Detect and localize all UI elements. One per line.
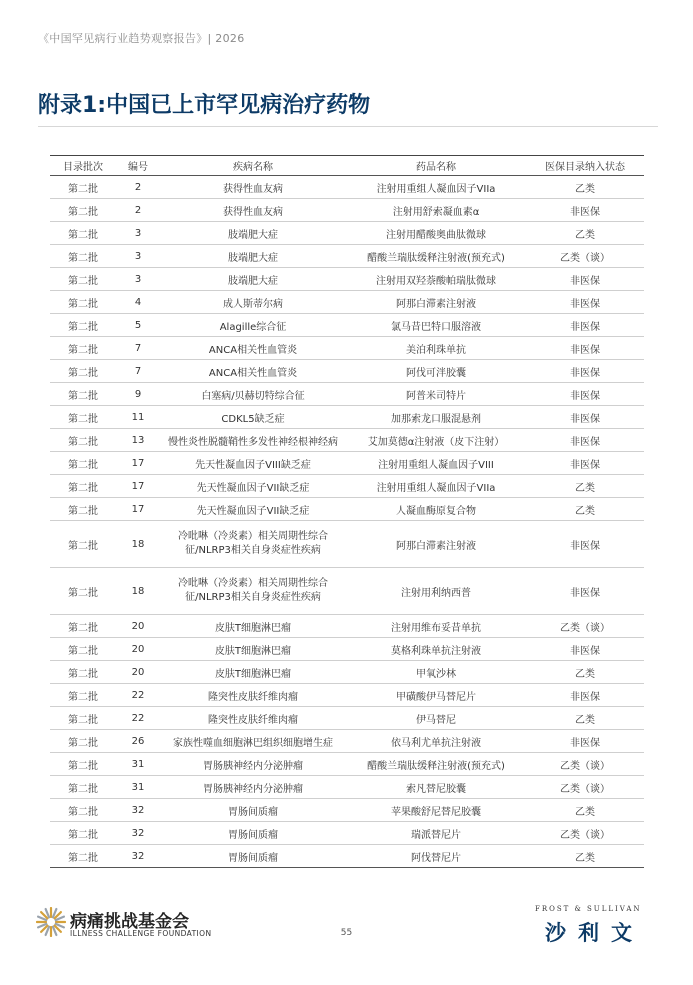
column-header: 编号 <box>116 156 160 176</box>
table-cell: 4 <box>116 291 160 314</box>
report-header: 《中国罕见病行业趋势观察报告》| 2026 <box>38 32 245 45</box>
table-cell: 第二批 <box>50 429 116 452</box>
table-cell: 胃肠间质瘤 <box>160 799 346 822</box>
table-cell: 第二批 <box>50 452 116 475</box>
table-row <box>50 429 644 452</box>
table-cell: 非医保 <box>526 383 644 406</box>
table-cell: 人凝血酶原复合物 <box>346 498 526 521</box>
table-cell: 注射用舒索凝血素α <box>346 199 526 222</box>
table-cell: 31 <box>116 753 160 776</box>
table-row <box>50 222 644 245</box>
table-row <box>50 799 644 822</box>
table-cell: 胃肠间质瘤 <box>160 822 346 845</box>
table-cell: 第二批 <box>50 222 116 245</box>
table-cell: 乙类 <box>526 475 644 498</box>
table-cell: 非医保 <box>526 730 644 753</box>
table-cell: 第二批 <box>50 638 116 661</box>
table-row <box>50 753 644 776</box>
table-row <box>50 176 644 199</box>
table-cell: 乙类 <box>526 799 644 822</box>
table-cell: 肢端肥大症 <box>160 222 346 245</box>
table-cell: 18 <box>116 568 160 615</box>
table-cell: 乙类（谈） <box>526 753 644 776</box>
table-cell: 先天性凝血因子VII缺乏症 <box>160 475 346 498</box>
table-cell: 7 <box>116 360 160 383</box>
table-cell: 莫格利珠单抗注射液 <box>346 638 526 661</box>
table-cell: 家族性噬血细胞淋巴组织细胞增生症 <box>160 730 346 753</box>
table-cell: 第二批 <box>50 199 116 222</box>
table-cell: 皮肤T细胞淋巴瘤 <box>160 661 346 684</box>
table-cell: 非医保 <box>526 199 644 222</box>
table-cell: 乙类（谈） <box>526 776 644 799</box>
table-cell: 32 <box>116 822 160 845</box>
table-cell: 17 <box>116 498 160 521</box>
table-cell: 白塞病/贝赫切特综合征 <box>160 383 346 406</box>
column-header: 目录批次 <box>50 156 116 176</box>
table-cell: 醋酸兰瑞肽缓释注射液(预充式) <box>346 245 526 268</box>
table-cell: 甲磺酸伊马替尼片 <box>346 684 526 707</box>
table-cell: 阿那白滞素注射液 <box>346 291 526 314</box>
table-cell: 苹果酸舒尼替尼胶囊 <box>346 799 526 822</box>
table-cell: 依马利尤单抗注射液 <box>346 730 526 753</box>
table-cell: 3 <box>116 245 160 268</box>
table-row <box>50 776 644 799</box>
table-cell: 冷吡啉（冷炎素）相关周期性综合征/NLRP3相关自身炎症性疾病 <box>160 568 346 615</box>
table-cell: 获得性血友病 <box>160 199 346 222</box>
table-cell: 加那索龙口服混悬剂 <box>346 406 526 429</box>
table-cell: 9 <box>116 383 160 406</box>
table-cell: 乙类（谈） <box>526 615 644 638</box>
table-row <box>50 337 644 360</box>
table-cell: 22 <box>116 707 160 730</box>
column-header: 医保目录纳入状态 <box>526 156 644 176</box>
table-cell: 冷吡啉（冷炎素）相关周期性综合征/NLRP3相关自身炎症性疾病 <box>160 521 346 568</box>
table-cell: 20 <box>116 661 160 684</box>
table-row <box>50 199 644 222</box>
table-cell: 隆突性皮肤纤维肉瘤 <box>160 684 346 707</box>
table-cell: 第二批 <box>50 684 116 707</box>
table-cell: 艾加莫德α注射液（皮下注射） <box>346 429 526 452</box>
table-cell: 注射用重组人凝血因子VIIa <box>346 176 526 199</box>
table-cell: 乙类 <box>526 176 644 199</box>
table-cell: 第二批 <box>50 776 116 799</box>
table-cell: 31 <box>116 776 160 799</box>
table-cell: 17 <box>116 452 160 475</box>
table-cell: 伊马替尼 <box>346 707 526 730</box>
table-cell: 2 <box>116 176 160 199</box>
table-cell: 非医保 <box>526 521 644 568</box>
table-row <box>50 521 644 568</box>
table-cell: CDKL5缺乏症 <box>160 406 346 429</box>
column-header: 药品名称 <box>346 156 526 176</box>
table-cell: 32 <box>116 845 160 868</box>
table-cell: 非医保 <box>526 337 644 360</box>
table-row <box>50 314 644 337</box>
table-cell: 第二批 <box>50 245 116 268</box>
table-row <box>50 498 644 521</box>
table-cell: 瑞派替尼片 <box>346 822 526 845</box>
drug-table <box>50 155 644 868</box>
table-row <box>50 268 644 291</box>
table-cell: 甲氧沙林 <box>346 661 526 684</box>
table-cell: 注射用利纳西普 <box>346 568 526 615</box>
table-cell: 18 <box>116 521 160 568</box>
table-cell: 20 <box>116 638 160 661</box>
table-cell: 胃肠胰神经内分泌肿瘤 <box>160 776 346 799</box>
table-cell: 11 <box>116 406 160 429</box>
table-cell: 皮肤T细胞淋巴瘤 <box>160 615 346 638</box>
table-cell: 隆突性皮肤纤维肉瘤 <box>160 707 346 730</box>
table-cell: 醋酸兰瑞肽缓释注射液(预充式) <box>346 753 526 776</box>
table-cell: 胃肠间质瘤 <box>160 845 346 868</box>
table-cell: 非医保 <box>526 360 644 383</box>
table-cell: 3 <box>116 268 160 291</box>
table-cell: 第二批 <box>50 406 116 429</box>
table-cell: 非医保 <box>526 314 644 337</box>
table-row <box>50 245 644 268</box>
table-cell: 美泊利珠单抗 <box>346 337 526 360</box>
drug-table-container <box>50 155 644 868</box>
table-cell: 索凡替尼胶囊 <box>346 776 526 799</box>
table-cell: 第二批 <box>50 268 116 291</box>
table-cell: 慢性炎性脱髓鞘性多发性神经根神经病 <box>160 429 346 452</box>
table-cell: 胃肠胰神经内分泌肿瘤 <box>160 753 346 776</box>
table-cell: 22 <box>116 684 160 707</box>
table-cell: 第二批 <box>50 383 116 406</box>
table-row <box>50 360 644 383</box>
table-cell: 第二批 <box>50 360 116 383</box>
table-cell: 非医保 <box>526 429 644 452</box>
table-cell: 第二批 <box>50 176 116 199</box>
table-cell: 26 <box>116 730 160 753</box>
table-cell: 第二批 <box>50 822 116 845</box>
table-cell: 第二批 <box>50 707 116 730</box>
title-divider <box>38 126 658 127</box>
table-cell: 第二批 <box>50 337 116 360</box>
table-row <box>50 615 644 638</box>
table-cell: 第二批 <box>50 661 116 684</box>
table-cell: 非医保 <box>526 638 644 661</box>
foundation-name-en: ILLNESS CHALLENGE FOUNDATION <box>70 929 212 938</box>
table-cell: 非医保 <box>526 268 644 291</box>
table-cell: 阿伐可泮胶囊 <box>346 360 526 383</box>
table-row <box>50 730 644 753</box>
page-number: 55 <box>340 928 353 938</box>
table-cell: 注射用醋酸奥曲肽微球 <box>346 222 526 245</box>
table-body <box>50 176 644 868</box>
page-title: 附录1:中国已上市罕见病治疗药物 <box>38 93 371 118</box>
table-row <box>50 406 644 429</box>
frost-sullivan-name-cn: 沙利文 <box>545 921 644 945</box>
frost-sullivan-name-en: FROST & SULLIVAN <box>535 905 642 913</box>
table-cell: 皮肤T细胞淋巴瘤 <box>160 638 346 661</box>
table-row <box>50 845 644 868</box>
table-cell: 第二批 <box>50 568 116 615</box>
table-cell: 第二批 <box>50 314 116 337</box>
table-cell: 5 <box>116 314 160 337</box>
table-cell: 20 <box>116 615 160 638</box>
table-header-row <box>50 156 644 176</box>
table-cell: 阿伐替尼片 <box>346 845 526 868</box>
table-cell: 获得性血友病 <box>160 176 346 199</box>
table-cell: 成人斯蒂尔病 <box>160 291 346 314</box>
column-header: 疾病名称 <box>160 156 346 176</box>
table-cell: ANCA相关性血管炎 <box>160 337 346 360</box>
foundation-name-cn: 病痛挑战基金会 <box>70 912 189 932</box>
table-cell: 第二批 <box>50 291 116 314</box>
table-row <box>50 452 644 475</box>
table-cell: 注射用重组人凝血因子VIIa <box>346 475 526 498</box>
table-cell: 第二批 <box>50 498 116 521</box>
table-cell: 非医保 <box>526 568 644 615</box>
table-row <box>50 661 644 684</box>
table-cell: 2 <box>116 199 160 222</box>
table-cell: 第二批 <box>50 799 116 822</box>
table-row <box>50 707 644 730</box>
table-cell: 乙类（谈） <box>526 245 644 268</box>
table-cell: 乙类 <box>526 661 644 684</box>
table-cell: 17 <box>116 475 160 498</box>
table-cell: 肢端肥大症 <box>160 268 346 291</box>
table-row <box>50 822 644 845</box>
table-row <box>50 475 644 498</box>
table-cell: 阿那白滞素注射液 <box>346 521 526 568</box>
table-cell: 第二批 <box>50 615 116 638</box>
table-cell: 先天性凝血因子VII缺乏症 <box>160 498 346 521</box>
table-cell: Alagille综合征 <box>160 314 346 337</box>
table-cell: 非医保 <box>526 406 644 429</box>
table-cell: 乙类 <box>526 707 644 730</box>
illness-challenge-foundation-logo <box>36 905 236 945</box>
table-cell: 13 <box>116 429 160 452</box>
table-row <box>50 291 644 314</box>
table-cell: 注射用维布妥昔单抗 <box>346 615 526 638</box>
table-cell: 乙类 <box>526 845 644 868</box>
table-cell: 第二批 <box>50 730 116 753</box>
table-row <box>50 684 644 707</box>
table-cell: 乙类（谈） <box>526 822 644 845</box>
table-cell: 3 <box>116 222 160 245</box>
table-row <box>50 383 644 406</box>
table-cell: 注射用重组人凝血因子VIII <box>346 452 526 475</box>
table-cell: 第二批 <box>50 753 116 776</box>
frost-sullivan-logo <box>535 905 660 945</box>
table-cell: 非医保 <box>526 291 644 314</box>
table-cell: 非医保 <box>526 452 644 475</box>
table-cell: 阿普米司特片 <box>346 383 526 406</box>
table-cell: 乙类 <box>526 498 644 521</box>
table-cell: 肢端肥大症 <box>160 245 346 268</box>
table-cell: 乙类 <box>526 222 644 245</box>
table-cell: 32 <box>116 799 160 822</box>
table-row <box>50 638 644 661</box>
table-cell: 7 <box>116 337 160 360</box>
table-cell: 注射用双羟萘酸帕瑞肽微球 <box>346 268 526 291</box>
table-row <box>50 568 644 615</box>
table-cell: 第二批 <box>50 521 116 568</box>
table-cell: 非医保 <box>526 684 644 707</box>
table-cell: 第二批 <box>50 845 116 868</box>
table-cell: 先天性凝血因子VIII缺乏症 <box>160 452 346 475</box>
table-cell: 第二批 <box>50 475 116 498</box>
table-cell: ANCA相关性血管炎 <box>160 360 346 383</box>
table-cell: 氯马昔巴特口服溶液 <box>346 314 526 337</box>
